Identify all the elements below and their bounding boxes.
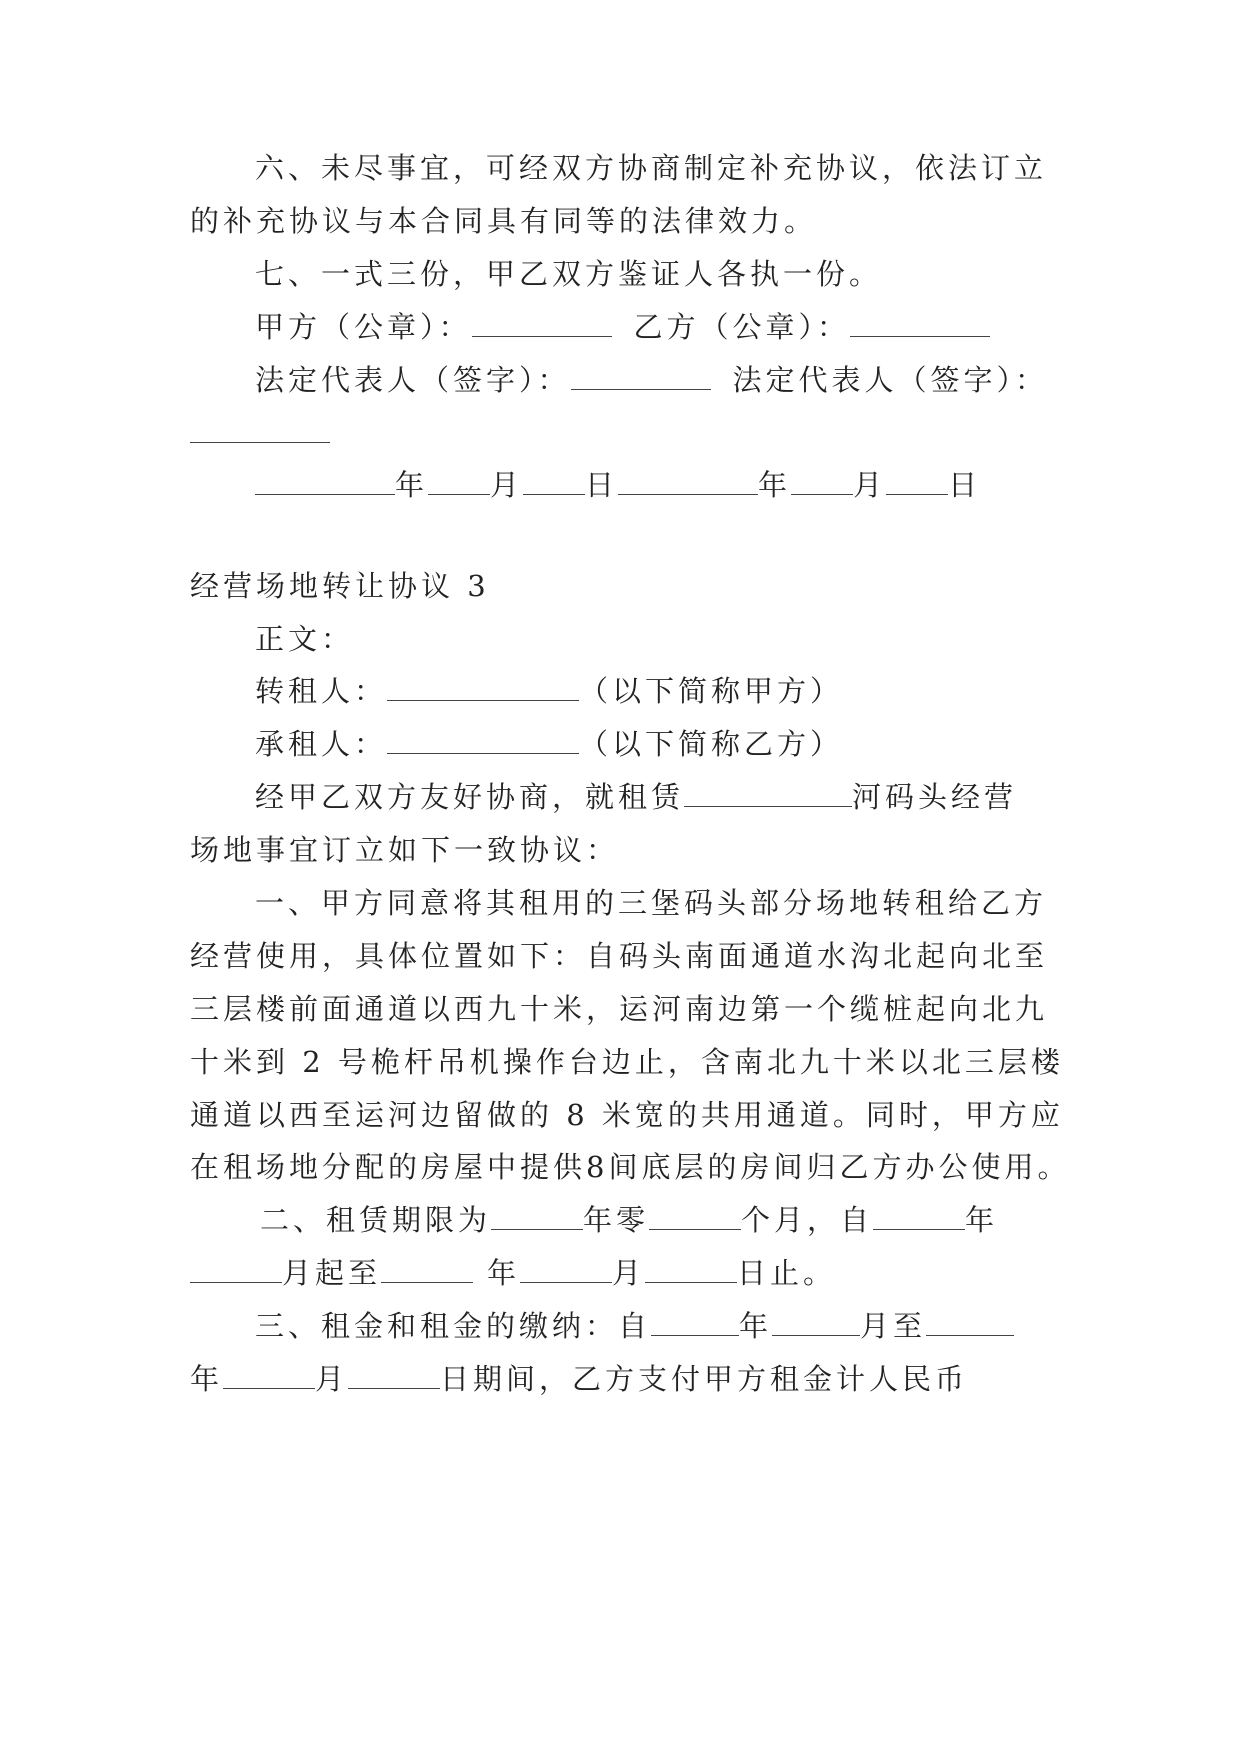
rent-end-day-blank	[348, 1362, 440, 1389]
legal-rep-a-blank	[571, 363, 711, 390]
rent-end-month-blank	[223, 1362, 315, 1389]
intro-line-1	[255, 777, 1017, 817]
clause-2-text-c: 个月，自	[741, 1203, 874, 1237]
clause-2-text-b: 年零	[583, 1203, 650, 1237]
clause-1-line: 一、甲方同意将其租用的三堡码头部分场地转租给乙方	[255, 886, 1048, 920]
party-a-seal-label: 甲方（公章）：	[255, 310, 472, 344]
legal-rep-b-blank	[190, 416, 330, 443]
clause-1-line: 经营使用，具体位置如下：自码头南面通道水沟北起向北至	[190, 939, 1049, 973]
month-b-label: 月	[853, 468, 887, 502]
start-year-blank	[873, 1203, 965, 1230]
year-b-blank	[618, 468, 758, 495]
month-b-blank	[791, 468, 853, 495]
clause-1-line: 十米到 2 号桅杆吊机操作台边止，含南北九十米以北三层楼	[190, 1045, 1064, 1079]
rent-start-year-blank	[651, 1309, 739, 1336]
clause-3-text-d: 年	[190, 1362, 224, 1396]
year-a-label: 年	[395, 468, 429, 502]
month-a-label: 月	[490, 468, 524, 502]
section-title: 经营场地转让协议 3	[190, 569, 490, 603]
intro-text-b: 河码头经营	[852, 780, 1018, 814]
clause-2-text-h: 日止。	[737, 1256, 837, 1290]
clause-3-text-a: 三、租金和租金的缴纳：自	[255, 1309, 652, 1343]
date-line	[255, 465, 981, 505]
legal-rep-b-label: 法定代表人（签字）：	[732, 363, 1049, 397]
clause-1-line: 在租场地分配的房屋中提供8间底层的房间归乙方办公使用。	[190, 1150, 1071, 1184]
clause-3-text-b: 年	[739, 1309, 773, 1343]
party-a-seal-blank	[472, 310, 612, 337]
term-months-blank	[649, 1203, 741, 1230]
clause-2-text-f: 年	[487, 1256, 521, 1290]
clause-3-line-2	[190, 1359, 968, 1399]
clause-2-line-2	[190, 1253, 836, 1293]
start-month-blank	[190, 1256, 282, 1283]
day-a-label: 日	[585, 468, 619, 502]
clause-7: 七、一式三份，甲乙双方鉴证人各执一份。	[255, 257, 883, 291]
clause-2-text-e: 月起至	[282, 1256, 382, 1290]
sublessor-line	[255, 671, 843, 711]
end-day-blank	[645, 1256, 737, 1283]
legal-rep-a-label: 法定代表人（签字）：	[255, 363, 571, 397]
party-b-seal-blank	[850, 310, 990, 337]
clause-2-text-g: 月	[612, 1256, 646, 1290]
day-b-blank	[886, 468, 948, 495]
clause-2-text-a: 二、租赁期限为	[260, 1203, 492, 1237]
sublessee-line	[255, 724, 843, 764]
clause-1-line: 三层楼前面通道以西九十米，运河南边第一个缆桩起向北九	[190, 992, 1049, 1026]
year-a-blank	[255, 468, 395, 495]
rent-start-month-blank	[772, 1309, 860, 1336]
sublessee-blank	[387, 727, 579, 754]
sublessee-label: 承租人：	[255, 727, 388, 761]
day-b-label: 日	[948, 468, 982, 502]
clause-6-line-2: 的补充协议与本合同具有同等的法律效力。	[190, 204, 818, 238]
rent-end-year-blank	[926, 1309, 1014, 1336]
clause-1-line: 通道以西至运河边留做的 8 米宽的共用通道。同时，甲方应	[190, 1098, 1064, 1132]
month-a-blank	[428, 468, 490, 495]
sublessor-note: （以下简称甲方）	[579, 674, 844, 708]
end-year-blank	[381, 1256, 473, 1283]
intro-text-a: 经甲乙双方友好协商，就租赁	[255, 780, 685, 814]
clause-3-line-1	[255, 1306, 1014, 1346]
party-b-seal-label: 乙方（公章）：	[633, 310, 851, 344]
sublessor-label: 转租人：	[255, 674, 388, 708]
end-month-blank	[520, 1256, 612, 1283]
day-a-blank	[523, 468, 585, 495]
clause-3-text-e: 月	[315, 1362, 349, 1396]
clause-2-text-d: 年	[965, 1203, 999, 1237]
clause-3-text-f: 日期间，乙方支付甲方租金计人民币	[440, 1362, 969, 1396]
intro-blank	[684, 780, 852, 807]
clause-2-line-1	[260, 1200, 998, 1240]
seal-line	[255, 307, 990, 347]
sublessee-note: （以下简称乙方）	[579, 727, 844, 761]
legal-rep-b-line	[190, 413, 330, 453]
sublessor-blank	[387, 674, 579, 701]
legal-rep-line	[255, 360, 1048, 400]
body-label: 正文：	[255, 622, 355, 656]
term-years-blank	[491, 1203, 583, 1230]
intro-line-2: 场地事宜订立如下一致协议：	[190, 833, 620, 867]
clause-3-text-c: 月至	[860, 1309, 927, 1343]
clause-6-line-1: 六、未尽事宜，可经双方协商制定补充协议，依法订立	[255, 151, 1048, 185]
year-b-label: 年	[758, 468, 792, 502]
